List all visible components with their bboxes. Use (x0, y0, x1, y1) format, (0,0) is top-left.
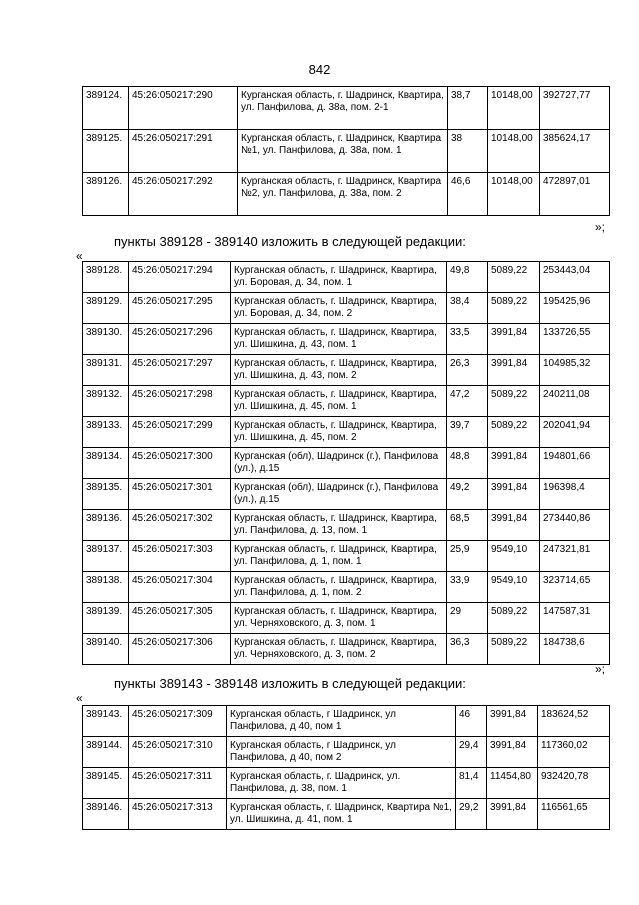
amendment-paragraph-1: пункты 389128 - 389140 изложить в следующей редакции: (114, 234, 466, 249)
value-cell: 194801,66 (540, 448, 610, 479)
table-3 (82, 705, 610, 830)
value-cell: 392727,77 (540, 87, 610, 130)
value-cell: 247321,81 (540, 541, 610, 572)
rate-cell: 9549,10 (488, 541, 540, 572)
area-cell: 49,8 (447, 262, 488, 293)
cadastral-number-cell: 45:26:050217:305 (129, 603, 231, 634)
cadastral-number-cell: 45:26:050217:295 (129, 293, 231, 324)
table-row (83, 706, 610, 737)
value-cell: 323714,65 (540, 572, 610, 603)
item-number-cell: 389139. (83, 603, 129, 634)
cadastral-number-cell: 45:26:050217:313 (129, 799, 227, 830)
area-cell: 47,2 (447, 386, 488, 417)
rate-cell: 10148,00 (488, 130, 540, 173)
item-number-cell: 389128. (83, 262, 129, 293)
address-cell: Курганская область, г. Шадринск, Квартира, ул. Боровая, д. 34, пом. 2 (231, 293, 447, 324)
rate-cell: 3991,84 (488, 479, 540, 510)
value-cell: 116561,65 (538, 799, 610, 830)
value-cell: 385624,17 (540, 130, 610, 173)
rate-cell: 3991,84 (487, 799, 538, 830)
value-cell: 184738,6 (540, 634, 610, 665)
rate-cell: 10148,00 (488, 87, 540, 130)
table-row (83, 417, 610, 448)
cadastral-number-cell: 45:26:050217:296 (129, 324, 231, 355)
cadastral-number-cell: 45:26:050217:301 (129, 479, 231, 510)
item-number-cell: 389144. (83, 737, 129, 768)
rate-cell: 9549,10 (488, 572, 540, 603)
value-cell: 932420,78 (538, 768, 610, 799)
table-row (83, 448, 610, 479)
page-number: 842 (308, 62, 331, 77)
address-cell: Курганская область, г. Шадринск, Квартира, ул. Панфилова, д. 38а, пом. 2-1 (238, 87, 448, 130)
value-cell: 133726,55 (540, 324, 610, 355)
item-number-cell: 389135. (83, 479, 129, 510)
item-number-cell: 389136. (83, 510, 129, 541)
area-cell: 49,2 (447, 479, 488, 510)
cadastral-number-cell: 45:26:050217:294 (129, 262, 231, 293)
item-number-cell: 389131. (83, 355, 129, 386)
value-cell: 147587,31 (540, 603, 610, 634)
cadastral-number-cell: 45:26:050217:291 (129, 130, 238, 173)
value-cell: 472897,01 (540, 173, 610, 216)
area-cell: 38,4 (447, 293, 488, 324)
address-cell: Курганская область, г. Шадринск, Квартира, ул. Шишкина, д. 45, пом. 2 (231, 417, 447, 448)
table-row (83, 479, 610, 510)
table-row (83, 572, 610, 603)
rate-cell: 3991,84 (487, 737, 538, 768)
area-cell: 25,9 (447, 541, 488, 572)
address-cell: Курганская область, г. Шадринск, Квартира, ул. Панфилова, д. 1, пом. 2 (231, 572, 447, 603)
value-cell: 104985,32 (540, 355, 610, 386)
item-number-cell: 389124. (83, 87, 129, 130)
area-cell: 29 (447, 603, 488, 634)
address-cell: Курганская область, г. Шадринск, Квартира, ул. Черняховского, д. 3, пом. 2 (231, 634, 447, 665)
address-cell: Курганская (обл), Шадринск (г.), Панфилова (ул.), д.15 (231, 448, 447, 479)
closing-quote-2: »; (594, 662, 605, 676)
table-row (83, 293, 610, 324)
rate-cell: 3991,84 (488, 324, 540, 355)
rate-cell: 3991,84 (488, 355, 540, 386)
area-cell: 33,5 (447, 324, 488, 355)
area-cell: 36,3 (447, 634, 488, 665)
item-number-cell: 389146. (83, 799, 129, 830)
value-cell: 183624,52 (538, 706, 610, 737)
rate-cell: 3991,84 (488, 510, 540, 541)
item-number-cell: 389143. (83, 706, 129, 737)
area-cell: 38 (448, 130, 488, 173)
area-cell: 39,7 (447, 417, 488, 448)
rate-cell: 5089,22 (488, 634, 540, 665)
area-cell: 68,5 (447, 510, 488, 541)
table-row (83, 799, 610, 830)
item-number-cell: 389130. (83, 324, 129, 355)
item-number-cell: 389132. (83, 386, 129, 417)
table-row (83, 634, 610, 665)
cadastral-number-cell: 45:26:050217:306 (129, 634, 231, 665)
address-cell: Курганская область, г. Шадринск, Квартира, ул. Боровая, д. 34, пом. 1 (231, 262, 447, 293)
cadastral-number-cell: 45:26:050217:310 (129, 737, 227, 768)
amendment-paragraph-2: пункты 389143 - 389148 изложить в следующей редакции: (114, 676, 466, 691)
address-cell: Курганская область, г. Шадринск, Квартира, ул. Панфилова, д. 13, пом. 1 (231, 510, 447, 541)
table-2 (82, 261, 610, 665)
cadastral-number-cell: 45:26:050217:309 (129, 706, 227, 737)
rate-cell: 5089,22 (488, 386, 540, 417)
area-cell: 46,6 (448, 173, 488, 216)
value-cell: 253443,04 (540, 262, 610, 293)
cadastral-number-cell: 45:26:050217:300 (129, 448, 231, 479)
rate-cell: 5089,22 (488, 262, 540, 293)
value-cell: 117360,02 (538, 737, 610, 768)
rate-cell: 5089,22 (488, 603, 540, 634)
area-cell: 29,2 (456, 799, 487, 830)
rate-cell: 5089,22 (488, 293, 540, 324)
address-cell: Курганская область, г. Шадринск, Квартира №1, ул. Шишкина, д. 41, пом. 1 (227, 799, 456, 830)
cadastral-number-cell: 45:26:050217:297 (129, 355, 231, 386)
address-cell: Курганская область, г. Шадринск, Квартира, ул. Черняховского, д. 3, пом. 1 (231, 603, 447, 634)
cadastral-number-cell: 45:26:050217:299 (129, 417, 231, 448)
area-cell: 29,4 (456, 737, 487, 768)
cadastral-number-cell: 45:26:050217:304 (129, 572, 231, 603)
item-number-cell: 389145. (83, 768, 129, 799)
area-cell: 26,3 (447, 355, 488, 386)
item-number-cell: 389140. (83, 634, 129, 665)
cadastral-number-cell: 45:26:050217:311 (129, 768, 227, 799)
address-cell: Курганская область, г. Шадринск, Квартира №2, ул. Панфилова, д. 38а, пом. 2 (238, 173, 448, 216)
rate-cell: 11454,80 (487, 768, 538, 799)
table-row (83, 87, 610, 130)
cadastral-number-cell: 45:26:050217:303 (129, 541, 231, 572)
address-cell: Курганская область, г. Шадринск, ул. Панфилова, д. 38, пом. 1 (227, 768, 456, 799)
value-cell: 196398,4 (540, 479, 610, 510)
item-number-cell: 389129. (83, 293, 129, 324)
area-cell: 33,9 (447, 572, 488, 603)
address-cell: Курганская область, г. Шадринск, Квартира, ул. Шишкина, д. 43, пом. 2 (231, 355, 447, 386)
item-number-cell: 389134. (83, 448, 129, 479)
area-cell: 81,4 (456, 768, 487, 799)
address-cell: Курганская область, г. Шадринск, Квартира, ул. Панфилова, д. 1, пом. 1 (231, 541, 447, 572)
item-number-cell: 389125. (83, 130, 129, 173)
area-cell: 48,8 (447, 448, 488, 479)
table-row (83, 603, 610, 634)
address-cell: Курганская область, г. Шадринск, Квартира №1, ул. Панфилова, д. 38а, пом. 1 (238, 130, 448, 173)
table-row (83, 737, 610, 768)
cadastral-number-cell: 45:26:050217:302 (129, 510, 231, 541)
closing-quote-1: »; (594, 220, 605, 234)
opening-quote-1: « (76, 249, 83, 263)
table-row (83, 510, 610, 541)
item-number-cell: 389133. (83, 417, 129, 448)
rate-cell: 3991,84 (488, 448, 540, 479)
rate-cell: 10148,00 (488, 173, 540, 216)
rate-cell: 3991,84 (487, 706, 538, 737)
cadastral-number-cell: 45:26:050217:298 (129, 386, 231, 417)
cadastral-number-cell: 45:26:050217:292 (129, 173, 238, 216)
address-cell: Курганская область, г. Шадринск, Квартира, ул. Шишкина, д. 45, пом. 1 (231, 386, 447, 417)
area-cell: 38,7 (448, 87, 488, 130)
table-row (83, 262, 610, 293)
table-row (83, 768, 610, 799)
table-row (83, 541, 610, 572)
item-number-cell: 389137. (83, 541, 129, 572)
cadastral-number-cell: 45:26:050217:290 (129, 87, 238, 130)
address-cell: Курганская область, г. Шадринск, Квартира, ул. Шишкина, д. 43, пом. 1 (231, 324, 447, 355)
item-number-cell: 389126. (83, 173, 129, 216)
value-cell: 273440,86 (540, 510, 610, 541)
address-cell: Курганская область, г Шадринск, ул Панфилова, д 40, пом 1 (227, 706, 456, 737)
table-row (83, 386, 610, 417)
value-cell: 202041,94 (540, 417, 610, 448)
opening-quote-2: « (76, 691, 83, 705)
address-cell: Курганская (обл), Шадринск (г.), Панфилова (ул.), д.15 (231, 479, 447, 510)
value-cell: 195425,96 (540, 293, 610, 324)
value-cell: 240211,08 (540, 386, 610, 417)
table-1 (82, 86, 610, 216)
table-row (83, 130, 610, 173)
table-row (83, 173, 610, 216)
rate-cell: 5089,22 (488, 417, 540, 448)
area-cell: 46 (456, 706, 487, 737)
table-row (83, 355, 610, 386)
table-row (83, 324, 610, 355)
item-number-cell: 389138. (83, 572, 129, 603)
address-cell: Курганская область, г Шадринск, ул Панфилова, д 40, пом 2 (227, 737, 456, 768)
